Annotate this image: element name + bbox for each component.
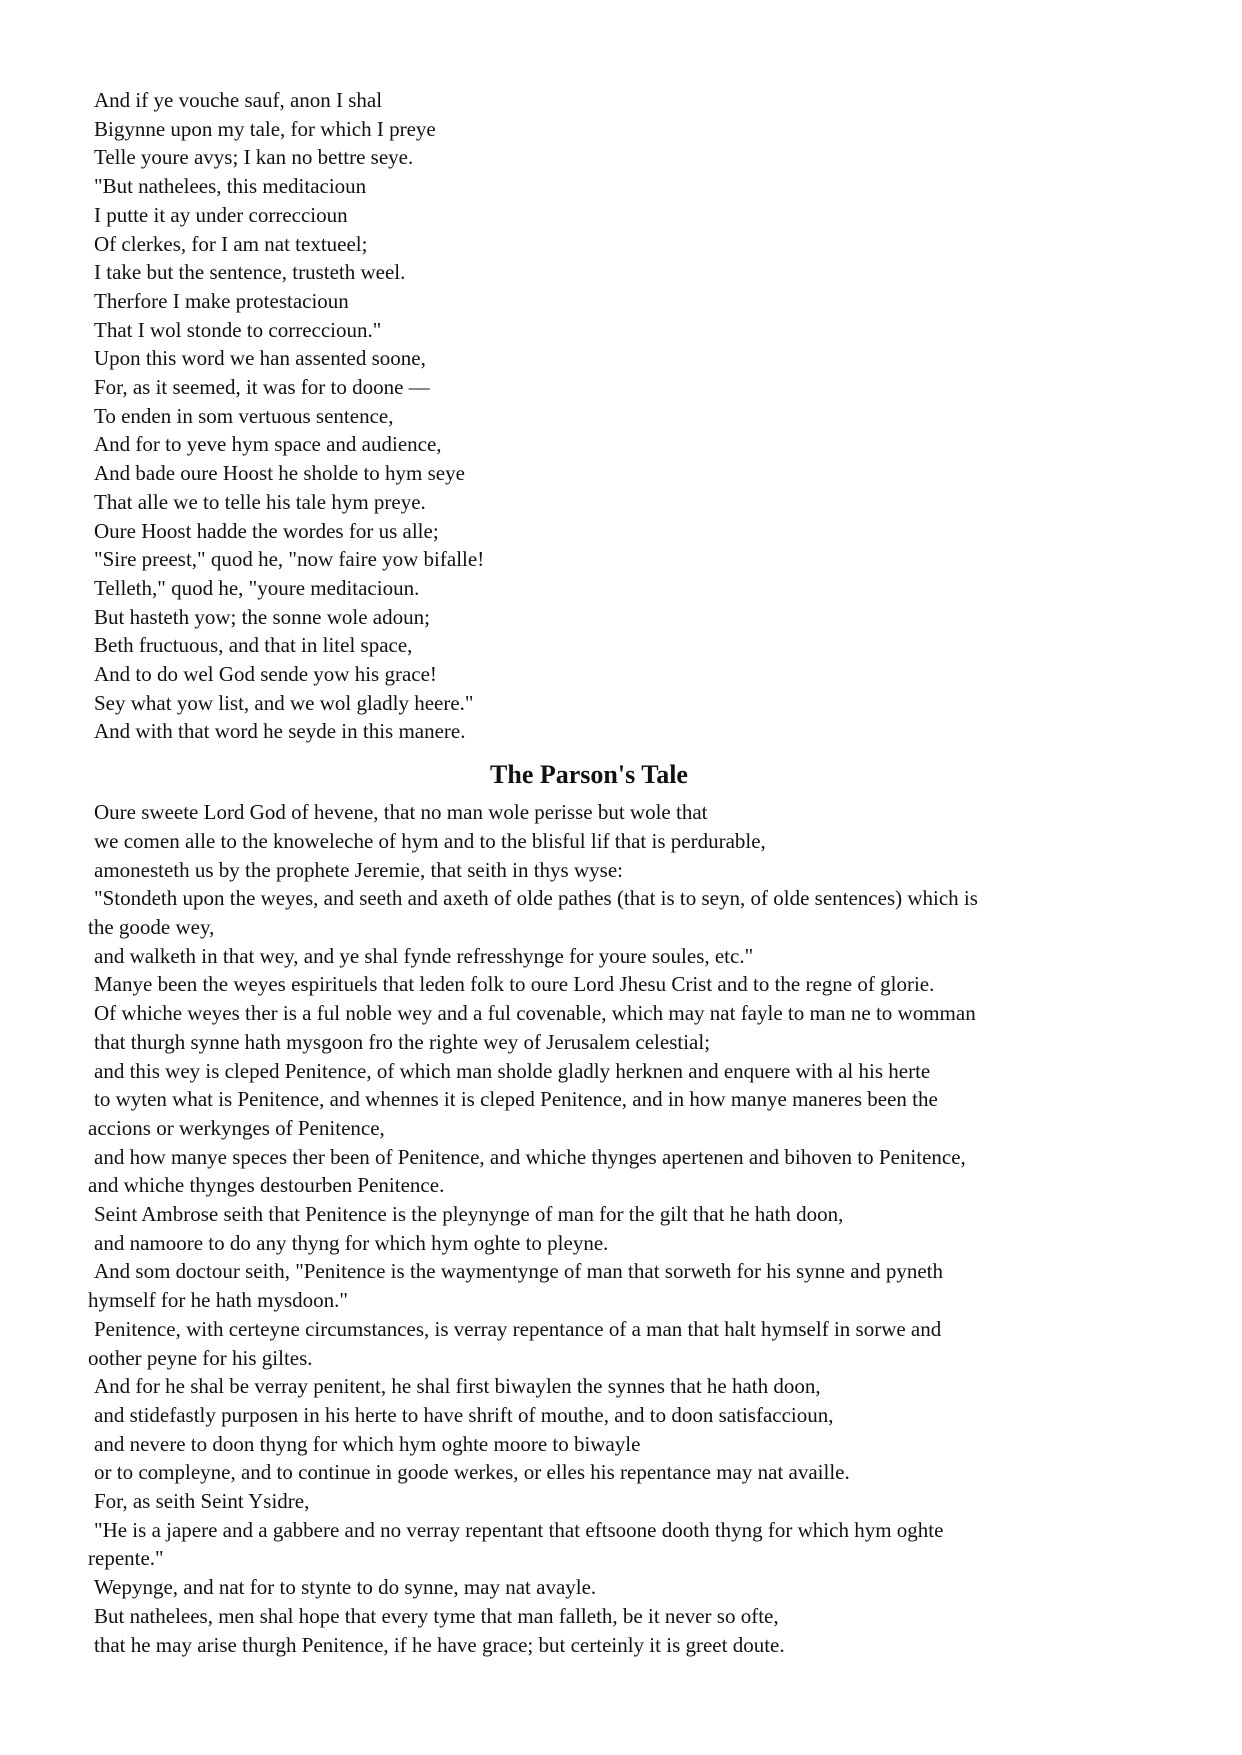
prose-line-text: For, as seith Seint Ysidre, — [94, 1489, 310, 1514]
prose-line — [88, 1028, 1168, 1057]
verse-line: To enden in som vertuous sentence, — [94, 403, 394, 428]
prose-line-text: that he may arise thurgh Penitence, if he have grace; but certeinly it is greet doute. — [94, 1632, 785, 1657]
prose-line — [88, 798, 1168, 827]
prose-line — [88, 856, 1168, 885]
prose-line-text: And for he shal be verray penitent, he shal first biwaylen the synnes that he hath doon, — [94, 1374, 821, 1399]
verse-line: Oure Hoost hadde the wordes for us alle; — [94, 518, 439, 543]
prose-line-text: we comen alle to the knoweleche of hym and to the blisful lif that is perdurable, — [94, 828, 766, 853]
prose-line — [88, 1602, 1168, 1631]
prose-line — [88, 1430, 1168, 1459]
prose-line — [88, 1315, 1168, 1372]
prose-line-text: amonesteth us by the prophete Jeremie, that seith in thys wyse: — [94, 857, 623, 882]
prose-line-text: Seint Ambrose seith that Penitence is the pleynynge of man for the gilt that he hath doon, — [94, 1202, 844, 1227]
prose-line-continuation: repente." — [88, 1546, 164, 1571]
prose-line — [88, 970, 1168, 999]
prose-line-continuation: hymself for he hath mysdoon." — [88, 1288, 348, 1313]
verse-line: Telleth," quod he, "youre meditacioun. — [94, 575, 420, 600]
prose-line-text: "He is a japere and a gabbere and no verray repentant that eftsoone dooth thyng for which hym oghte — [94, 1517, 944, 1542]
prose-line — [88, 1401, 1168, 1430]
prose-line-text: Wepynge, and nat for to stynte to do synne, may nat avayle. — [94, 1575, 597, 1600]
prose-block — [88, 798, 1168, 1659]
prose-line — [88, 1631, 1168, 1660]
prose-line-text: Oure sweete Lord God of hevene, that no man wole perisse but wole that — [94, 800, 708, 825]
prose-line-continuation: and whiche thynges destourben Penitence. — [88, 1173, 445, 1198]
prose-line-text: But nathelees, men shal hope that every tyme that man falleth, be it never so ofte, — [94, 1603, 779, 1628]
verse-line: Upon this word we han assented soone, — [94, 346, 426, 371]
prose-line-text: Penitence, with certeyne circumstances, is verray repentance of a man that halt hymself in sorwe and — [94, 1316, 942, 1341]
prose-line-text: and how manye speces ther been of Penitence, and whiche thynges apertenen and bihoven to Penitence, — [94, 1144, 966, 1169]
prose-line-text: And som doctour seith, "Penitence is the waymentynge of man that sorweth for his synne and pyneth — [94, 1259, 943, 1284]
verse-line: Of clerkes, for I am nat textueel; — [94, 231, 368, 256]
verse-line: And with that word he seyde in this manere. — [94, 719, 466, 744]
verse-line: Telle youre avys; I kan no bettre seye. — [94, 145, 414, 170]
prose-line-continuation: accions or werkynges of Penitence, — [88, 1115, 385, 1140]
verse-line: "Sire preest," quod he, "now faire yow bifalle! — [94, 547, 485, 572]
prose-line — [88, 1372, 1168, 1401]
prose-line-text: and namoore to do any thyng for which hym oghte to pleyne. — [94, 1230, 609, 1255]
prose-line-continuation: oother peyne for his giltes. — [88, 1345, 313, 1370]
verse-line: "But nathelees, this meditacioun — [94, 174, 367, 199]
verse-line: I putte it ay under correccioun — [94, 202, 348, 227]
verse-line: Sey what yow list, and we wol gladly heere." — [94, 690, 474, 715]
prose-line — [88, 1057, 1168, 1086]
verse-line: For, as it seemed, it was for to doone — — [94, 375, 430, 400]
verse-line: But hasteth yow; the sonne wole adoun; — [94, 604, 430, 629]
prose-line-text: and walketh in that wey, and ye shal fynde refresshynge for youre soules, etc." — [94, 943, 754, 968]
tale-title: The Parson's Tale — [490, 760, 688, 790]
prose-line — [88, 1573, 1168, 1602]
verse-line: Beth fructuous, and that in litel space, — [94, 633, 413, 658]
prose-line — [88, 1200, 1168, 1229]
verse-line: And if ye vouche sauf, anon I shal — [94, 88, 383, 112]
verse-line: Bigynne upon my tale, for which I preye — [94, 116, 436, 141]
prose-line — [88, 1085, 1168, 1142]
prose-line — [88, 1458, 1168, 1487]
prose-line — [88, 1229, 1168, 1258]
prose-line-text: or to compleyne, and to continue in goode werkes, or elles his repentance may nat availle. — [94, 1460, 850, 1485]
prose-line — [88, 999, 1168, 1028]
prose-line-text: and this wey is cleped Penitence, of which man sholde gladly herknen and enquere with al his herte — [94, 1058, 931, 1083]
prose-line-text: Manye been the weyes espirituels that leden folk to oure Lord Jhesu Crist and to the regne of glorie. — [94, 972, 935, 997]
verse-block — [88, 86, 1168, 746]
prose-line — [88, 884, 1168, 941]
verse-line: That I wol stonde to correccioun." — [94, 317, 382, 342]
prose-line-text: that thurgh synne hath mysgoon fro the righte wey of Jerusalem celestial; — [94, 1029, 711, 1054]
verse-line: I take but the sentence, trusteth weel. — [94, 260, 406, 285]
prose-line-text: Of whiche weyes ther is a ful noble wey and a ful covenable, which may nat fayle to man ne to womman — [94, 1001, 976, 1026]
verse-line: Therfore I make protestacioun — [94, 288, 349, 313]
prose-line — [88, 1516, 1168, 1573]
prose-line-continuation: the goode wey, — [88, 914, 215, 939]
prose-line-text: "Stondeth upon the weyes, and seeth and axeth of olde pathes (that is to seyn, of olde sentences) which is — [94, 886, 978, 911]
prose-line-text: to wyten what is Penitence, and whennes it is cleped Penitence, and in how manye maneres been the — [94, 1087, 938, 1112]
prose-line — [88, 942, 1168, 971]
prose-line — [88, 1257, 1168, 1314]
prose-line-text: and nevere to doon thyng for which hym oghte moore to biwayle — [94, 1431, 641, 1456]
prose-line-text: and stidefastly purposen in his herte to have shrift of mouthe, and to doon satisfaccioun, — [94, 1402, 834, 1427]
prose-line — [88, 1487, 1168, 1516]
verse-line: And for to yeve hym space and audience, — [94, 432, 442, 457]
verse-line: That alle we to telle his tale hym preye. — [94, 489, 426, 514]
verse-line: And bade oure Hoost he sholde to hym seye — [94, 461, 465, 486]
prose-line — [88, 827, 1168, 856]
prose-line — [88, 1143, 1168, 1200]
verse-line: And to do wel God sende yow his grace! — [94, 662, 437, 687]
document-page — [88, 86, 1168, 1659]
